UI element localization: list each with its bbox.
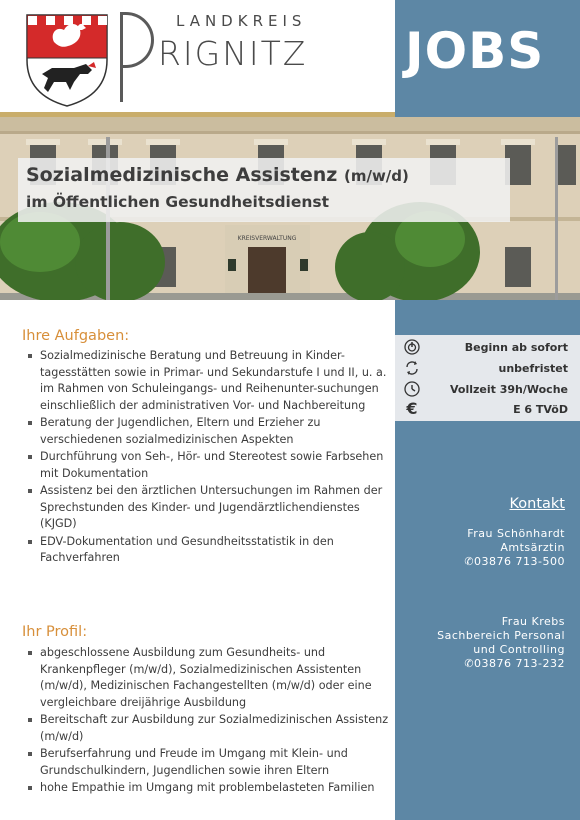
list-item: Berufserfahrung und Freude im Umgang mit Klein- und Grundschulkindern, Jugendlichen sowie ihren Eltern bbox=[24, 746, 392, 779]
contact2-name: Frau Krebs bbox=[501, 615, 565, 628]
contact2-phone: 03876 713-232 bbox=[474, 657, 565, 670]
phone-icon: ✆ bbox=[464, 657, 475, 670]
list-item: Sozialmedizinische Beratung und Betreuung in Kinder-tagesstätten sowie in Primar- und Sekundarstufe I und II, u. a. im Rahmen von Schuleingangs- und Reihenunter-suchungen einschließlich der administrativen Vor- und Nachbereitung bbox=[24, 348, 392, 414]
job-subtitle: im Öffentlichen Gesundheitsdienst bbox=[26, 193, 330, 211]
contact-heading: Kontakt bbox=[509, 496, 565, 512]
aufgaben-heading: Ihre Aufgaben: bbox=[22, 328, 130, 344]
list-item: EDV-Dokumentation und Gesundheitsstatistik in den Fachverfahren bbox=[24, 534, 392, 567]
header bbox=[0, 0, 395, 112]
job-title: Sozialmedizinische Assistenz (m/w/d) bbox=[26, 164, 409, 186]
clock-icon bbox=[404, 381, 420, 397]
logo-p-bowl bbox=[120, 12, 154, 68]
jobs-heading: JOBS bbox=[405, 22, 545, 80]
list-item: Beratung der Jugendlichen, Eltern und Erzieher zu verschiedenen sozialmedizinischen Aspekten bbox=[24, 415, 392, 448]
contact1-phone-line[interactable] bbox=[464, 555, 565, 568]
info-term-text: unbefristet bbox=[498, 362, 568, 375]
list-item: abgeschlossene Ausbildung zum Gesundheits- und Krankenpfleger (m/w/d), Sozialmedizinischen Assistenten (m/w/d), Medizinischen Fachangestellten (m/w/d) oder eine vergleichbare dreijährige Ausbildung bbox=[24, 645, 392, 711]
logo-landkreis-text: LANDKREIS bbox=[176, 12, 307, 30]
building-sign: KREISVERWALTUNG bbox=[237, 235, 297, 242]
job-details-box bbox=[395, 335, 580, 421]
info-start bbox=[395, 339, 580, 359]
logo-prignitz-text: RIGNITZ bbox=[158, 34, 308, 73]
contact1-name: Frau Schönhardt bbox=[467, 527, 565, 540]
info-hours-text: Vollzeit 39h/Woche bbox=[450, 383, 568, 396]
contact2-role-line1: Sachbereich Personal bbox=[437, 629, 565, 642]
contact2-role-line2: und Controlling bbox=[473, 643, 565, 656]
gender-suffix: (m/w/d) bbox=[343, 167, 409, 185]
euro-icon: € bbox=[406, 399, 418, 418]
info-term bbox=[395, 360, 580, 380]
list-item: Durchführung von Seh-, Hör- und Stereotest sowie Farbsehen mit Dokumentation bbox=[24, 449, 392, 482]
info-hours bbox=[395, 381, 580, 401]
profil-list bbox=[24, 645, 392, 798]
list-item: Assistenz bei den ärztlichen Untersuchungen im Rahmen der Sprechstunden des Kinder- und Jugendärztlichendienstes (KJGD) bbox=[24, 483, 392, 533]
profil-heading: Ihr Profil: bbox=[22, 624, 88, 640]
aufgaben-list bbox=[24, 348, 392, 568]
contact1-role: Amtsärztin bbox=[500, 541, 565, 554]
contact2-phone-line[interactable] bbox=[464, 657, 565, 670]
info-salary-text: E 6 TVöD bbox=[513, 403, 568, 416]
coat-of-arms-logo bbox=[24, 12, 110, 108]
contact1-phone: 03876 713-500 bbox=[474, 555, 565, 568]
list-item: hohe Empathie im Umgang mit problembelasteten Familien bbox=[24, 780, 392, 797]
phone-icon: ✆ bbox=[464, 555, 475, 568]
info-start-text: Beginn ab sofort bbox=[464, 341, 568, 354]
refresh-icon bbox=[404, 360, 420, 376]
info-salary bbox=[395, 401, 580, 421]
list-item: Bereitschaft zur Ausbildung zur Sozialmedizinischen Assistenz (m/w/d) bbox=[24, 712, 392, 745]
power-icon bbox=[404, 339, 420, 355]
